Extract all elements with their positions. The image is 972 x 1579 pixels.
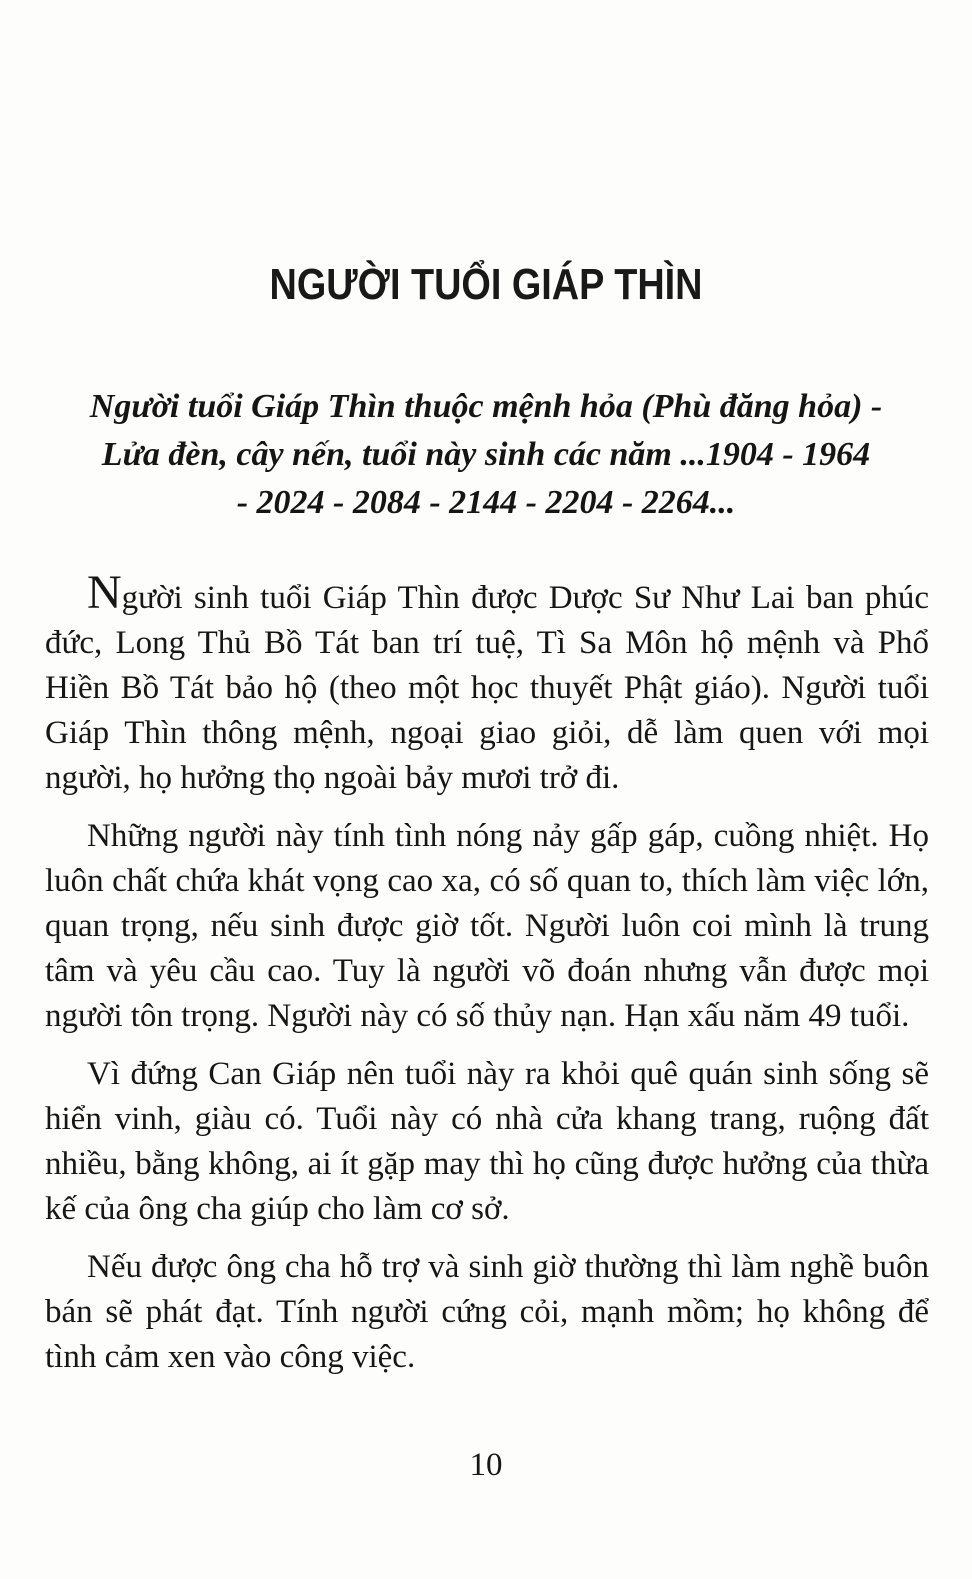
body-text bbox=[45, 566, 929, 1393]
paragraph-4: Nếu được ông cha hỗ trợ và sinh giờ thường thì làm nghề buôn bán sẽ phát đạt. Tính người cứng cỏi, mạnh mồm; họ không để tình cảm xen vào công việc. bbox=[45, 1249, 929, 1375]
paragraph-3: Vì đứng Can Giáp nên tuổi này ra khỏi quê quán sinh sống sẽ hiển vinh, giàu có. Tuổi này có nhà cửa khang trang, ruộng đất nhiều, bằng không, ai ít gặp may thì họ cũng được hưởng của thừa kế của ông cha giúp cho làm cơ sở. bbox=[45, 1056, 929, 1227]
paragraph-1-text: gười sinh tuổi Giáp Thìn được Dược Sư Như Lai ban phúc đức, Long Thủ Bồ Tát ban trí tuệ, Tì Sa Môn hộ mệnh và Phổ Hiền Bồ Tát bảo hộ (theo một học thuyết Phật giáo). Người tuổi Giáp Thìn thông mệnh, ngoại giao giỏi, dễ làm quen với mọi người, họ hưởng thọ ngoài bảy mươi trở đi. bbox=[45, 580, 929, 796]
paragraph-2: Những người này tính tình nóng nảy gấp gáp, cuồng nhiệt. Họ luôn chất chứa khát vọng cao xa, có số quan to, thích làm việc lớn, quan trọng, nếu sinh được giờ tốt. Người luôn coi mình là trung tâm và yêu cầu cao. Tuy là người võ đoán nhưng vẫn được mọi người tôn trọng. Người này có số thủy nạn. Hạn xấu năm 49 tuổi. bbox=[45, 818, 929, 1034]
paragraph-1 bbox=[45, 566, 929, 801]
enlarged-initial: N bbox=[87, 566, 122, 619]
subtitle bbox=[0, 383, 972, 527]
page-title: NGƯỜI TUỔI GIÁP THÌN bbox=[269, 260, 703, 309]
subtitle-line-1: Người tuổi Giáp Thìn thuộc mệnh hỏa (Phù đăng hỏa) - bbox=[89, 388, 883, 425]
subtitle-line-3: - 2024 - 2084 - 2144 - 2204 - 2264... bbox=[236, 484, 736, 521]
subtitle-line-2: Lửa đèn, cây nến, tuổi này sinh các năm ...1904 - 1964 bbox=[101, 436, 871, 473]
page-number: 10 bbox=[469, 1447, 503, 1483]
